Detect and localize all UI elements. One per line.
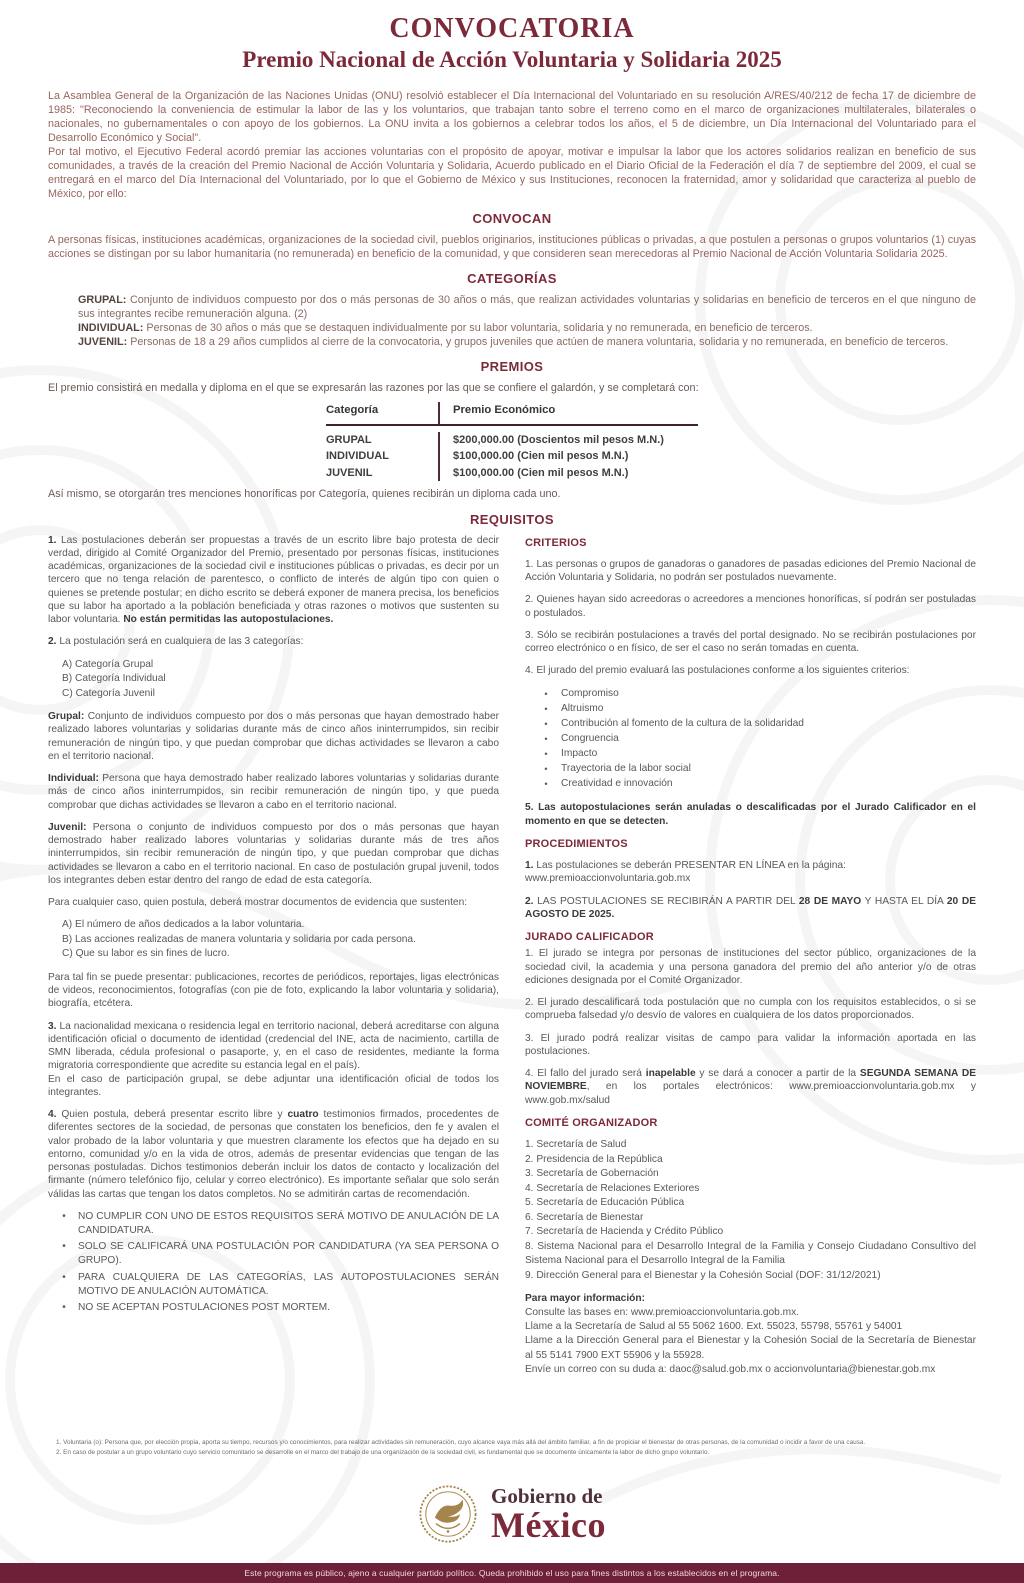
list-item: A) El número de años dedicados a la labor voluntaria. bbox=[62, 919, 305, 931]
advertencia-item bbox=[50, 1240, 499, 1268]
table-row bbox=[326, 448, 698, 465]
jurado-2: 2. El jurado descalificará toda postulación que no cumpla con los requisitos establecidos, o si se comprueba falsedad y/o desvío de valores en cualquiera de los datos proporcionados. bbox=[525, 997, 976, 1022]
row-juvenil-categoria: JUVENIL bbox=[326, 466, 373, 479]
requisito-4-post: testimonios firmados, procedentes de diferentes sectores de la sociedad, de personas que constaten los beneficios, den fe y avalen el valor probado de la labor voluntaria y que muestren claramente los efectos que ha dejado en su entorno, comunidad y/o en la vida de otros, además de presentar evidencias que tengan de las personas postuladas. Dichos testimonios deberán incluir los datos de contacto y localización del firmante (número telefónico fijo, celular y correo electrónico). Es importante señalar que solo serán válidas las cartas que tengan los datos completos. No se admitirán cartas de recomendación. bbox=[48, 1109, 499, 1200]
requisito-4-pre: Quien postula, deberá presentar escrito libre y bbox=[61, 1109, 288, 1121]
definicion-juvenil bbox=[48, 821, 499, 887]
criterio-text: • Congruencia bbox=[561, 732, 619, 744]
categoria-juvenil-text: Personas de 18 a 29 años cumplidos al cierre de la convocatoria, y grupos juveniles que actúen de manera voluntaria, solidaria y no remunerada, en beneficio de terceros. bbox=[130, 336, 949, 349]
advertencia-text: • PARA CUALQUIERA DE LAS CATEGORÍAS, LAS AUTOPOSTULACIONES SERÁN MOTIVO DE ANULACIÓN AUTOMÁTICA. bbox=[78, 1271, 499, 1297]
criterio-item bbox=[531, 717, 976, 731]
requisito-1-bold: No están permitidas las autopostulaciones. bbox=[123, 614, 334, 626]
definicion-juvenil-label: Juvenil: bbox=[48, 821, 93, 833]
categoria-juvenil-label: JUVENIL: bbox=[78, 336, 131, 349]
jurado-4-inapelable: inapelable bbox=[645, 1068, 696, 1080]
col-premio-economico: Premio Económico bbox=[438, 402, 698, 424]
requisito-1 bbox=[48, 534, 499, 627]
logo-line-gobierno-de: Gobierno de bbox=[491, 1483, 603, 1508]
list-item: C) Categoría Juvenil bbox=[62, 687, 155, 699]
advertencia-item bbox=[50, 1301, 499, 1315]
jurado-4-post: , en los portales electrónicos: www.premioaccionvoluntaria.gob.mx y www.gob.mx/salud bbox=[525, 1081, 976, 1106]
advertencia-text: • SOLO SE CALIFICARÁ UNA POSTULACIÓN POR CANDIDATURA (YA SEA PERSONA O GRUPO). bbox=[78, 1241, 499, 1267]
comite-item: 9. Dirección General para el Bienestar y la Cohesión Social (DOF: 31/12/2021) bbox=[525, 1269, 881, 1281]
criterio-text: • Compromiso bbox=[561, 687, 619, 699]
jurado-4-fecha: SEGUNDA SEMANA DE NOVIEMBRE bbox=[525, 1068, 976, 1093]
requisito-2-number: 2. bbox=[48, 636, 60, 648]
para-tal-fin: Para tal fin se puede presentar: publicaciones, recortes de periódicos, reportajes, ligas electrónicas de videos, reconocimientos, fotografías (con pie de foto, explicando la labor voluntaria y solidaria), biografía, etcétera. bbox=[48, 971, 499, 1010]
criterio-item bbox=[531, 747, 976, 761]
requisito-1-number: 1. bbox=[48, 534, 61, 546]
comite-item: 2. Presidencia de la República bbox=[525, 1153, 663, 1165]
categoria-individual-text: Personas de 30 años o más que se destaquen individualmente por su labor voluntaria, solidaria y no remunerada, en beneficio de terceros. bbox=[146, 322, 813, 335]
criterio-text: • Trayectoria de la labor social bbox=[561, 763, 691, 775]
list-item: C) Que su labor es sin fines de lucro. bbox=[62, 948, 230, 960]
requisito-3-number: 3. bbox=[48, 1020, 60, 1032]
requisito-3-text2: En el caso de participación grupal, se debe adjuntar una identificación oficial de todos los integrantes. bbox=[48, 1073, 499, 1098]
definicion-grupal-label: Grupal: bbox=[48, 711, 88, 723]
jurado-1: 1. El jurado se integra por personas de instituciones del sector público, organizaciones de la sociedad civil, la academia y una persona ganadora del premio del año anterior y/o de otras ediciones designada por el Comité Organizador. bbox=[525, 948, 976, 986]
document-content bbox=[0, 14, 1024, 1377]
info-line: Consulte las bases en: www.premioaccionvoluntaria.gob.mx. bbox=[525, 1307, 800, 1319]
categoria-grupal-text: Conjunto de individuos compuesto por dos o más personas de 30 años o más, que realizan actividades voluntarias y solidarias en beneficio de terceros en el que ninguno de sus integrantes recibe remuneración alguna. (2) bbox=[78, 294, 976, 321]
procedimientos-heading: PROCEDIMIENTOS bbox=[525, 837, 628, 850]
portal-url: www.premioaccionvoluntaria.gob.mx bbox=[525, 873, 691, 885]
requisito-4-number: 4. bbox=[48, 1109, 62, 1121]
criterio-item bbox=[531, 702, 976, 716]
procedimiento-2-pre: LAS POSTULACIONES SE RECIBIRÁN A PARTIR DEL bbox=[537, 895, 799, 907]
fecha-fin: 20 DE AGOSTO DE 2025. bbox=[525, 895, 976, 920]
jurado-4-pre: 4. El fallo del jurado será bbox=[525, 1068, 646, 1080]
info-heading: Para mayor información: bbox=[525, 1293, 646, 1305]
two-column-section bbox=[48, 534, 976, 1377]
procedimiento-2-number: 2. bbox=[525, 895, 538, 907]
footnote-2: 2. En caso de postular a un grupo voluntario cuyo servicio comunitario se desarrolle en el marco del trabajo de una organización de la sociedad civil, es fundamental que se documente únicamente la labor de dicho grupo voluntario. bbox=[56, 1448, 710, 1456]
table-row bbox=[326, 465, 698, 482]
intro-paragraph-1: La Asamblea General de la Organización de las Naciones Unidas (ONU) resolvió establecer el Día Internacional del Voluntariado en su resolución A/RES/40/212 de fecha 17 de diciembre de 1985: "Reconociendo la conveniencia de estimular la labor de las y los voluntarios, que trabajan tanto sobre el terreno como en el marco de organizaciones multilaterales, bilaterales o nacionales, no gubernamentales o con apoyo de los gobiernos. La ONU invita a los gobiernos a celebrar todos los años, el 5 de diciembre, un Día Internacional del Voluntariado para el Desarrollo Económico y Social". bbox=[48, 89, 976, 144]
row-grupal-categoria: GRUPAL bbox=[326, 433, 372, 446]
requisito-4 bbox=[48, 1108, 499, 1201]
row-grupal-premio: $200,000.00 (Doscientos mil pesos M.N.) bbox=[438, 432, 698, 449]
criterio-item bbox=[531, 687, 976, 701]
jurado-3: 3. El jurado podrá realizar visitas de campo para validar la información aportada en las postulaciones. bbox=[525, 1032, 976, 1057]
jurado-4-mid: y se dará a conocer a partir de la bbox=[695, 1068, 860, 1080]
premios-intro: El premio consistirá en medalla y diploma en el que se expresarán las razones por las que se confiere el galardón, y se completará con: bbox=[48, 382, 699, 395]
list-item: B) Categoría Individual bbox=[62, 673, 166, 685]
criterio-item bbox=[531, 732, 976, 746]
premios-table bbox=[326, 402, 698, 481]
criterios-heading: CRITERIOS bbox=[525, 536, 587, 549]
requisitos-heading: REQUISITOS bbox=[470, 511, 554, 527]
premios-table-body bbox=[326, 426, 698, 482]
categoria-grupal-label: GRUPAL: bbox=[78, 294, 130, 306]
procedimiento-2 bbox=[525, 895, 976, 922]
row-juvenil-premio: $100,000.00 (Cien mil pesos M.N.) bbox=[438, 465, 698, 482]
requisito-3 bbox=[48, 1020, 499, 1100]
table-row bbox=[326, 432, 698, 449]
info-lines bbox=[525, 1306, 976, 1376]
comite-item: 8. Sistema Nacional para el Desarrollo Integral de la Familia y Consejo Ciudadano Consultivo del Sistema Nacional para el Desarrollo Integral de la Familia bbox=[525, 1240, 976, 1267]
info-line: Llame a la Secretaría de Salud al 55 5062 1600. Ext. 55023, 55798, 55761 y 54001 bbox=[525, 1321, 903, 1333]
premios-note: Así mismo, se otorgarán tres menciones honoríficas por Categoría, quienes recibirán un diploma cada uno. bbox=[48, 488, 561, 501]
page-title: CONVOCATORIA bbox=[389, 13, 635, 44]
advertencias-list bbox=[50, 1210, 499, 1315]
requisito-4-bold: cuatro bbox=[287, 1109, 319, 1121]
criterio-item bbox=[531, 777, 976, 791]
procedimiento-2-mid: Y HASTA EL DÍA bbox=[861, 895, 947, 907]
criterio-item bbox=[531, 762, 976, 776]
procedimiento-1-text: Las postulaciones se deberán PRESENTAR EN LÍNEA en la página: bbox=[536, 860, 846, 872]
categoria-grupal bbox=[78, 293, 976, 321]
list-item: B) Las acciones realizadas de manera voluntaria y solidaria por cada persona. bbox=[62, 933, 416, 945]
comite-list bbox=[525, 1138, 976, 1283]
comite-item: 4. Secretaría de Relaciones Exteriores bbox=[525, 1182, 700, 1194]
row-individual-categoria: INDIVIDUAL bbox=[326, 450, 389, 463]
requisito-3-text: La nacionalidad mexicana o residencia legal en territorio nacional, deberá acreditarse con alguna identificación oficial o documento de identidad (credencial del INE, acta de nacimiento, cartilla de SMN liberada, cédula profesional o pasaporte, y, en el caso de residentes, mediante la forma migratoria correspondiente que acredite su estancia legal en el país). bbox=[48, 1020, 500, 1072]
fecha-inicio: 28 DE MAYO bbox=[798, 895, 862, 907]
criterio-3: 3. Sólo se recibirán postulaciones a través del portal designado. No se recibirán postulaciones por correo electrónico o en físico, de ser el caso no serán tomadas en cuenta. bbox=[525, 629, 976, 655]
premios-heading: PREMIOS bbox=[480, 359, 544, 375]
comite-item: 6. Secretaría de Bienestar bbox=[525, 1211, 644, 1223]
requisitos-left-column bbox=[48, 534, 499, 1377]
criterio-text: • Altruismo bbox=[561, 702, 604, 714]
definicion-grupal bbox=[48, 710, 499, 763]
convocan-text: A personas físicas, instituciones académicas, organizaciones de la sociedad civil, pueblos originarios, instituciones públicas o privadas, a que postulen a personas o grupos voluntarios (1) cuyas acciones se distingan por su labor humanitaria (no remunerada) en beneficio de la comunidad, y que consideren sean merecedoras al Premio Nacional de Acción Voluntaria Solidaria 2025. bbox=[48, 233, 976, 260]
categorias-heading: CATEGORÍAS bbox=[467, 271, 557, 286]
convocan-heading: CONVOCAN bbox=[472, 210, 552, 226]
comite-item: 3. Secretaría de Gobernación bbox=[525, 1168, 659, 1180]
categorias-list bbox=[78, 293, 976, 349]
comite-item: 7. Secretaría de Hacienda y Crédito Público bbox=[525, 1226, 724, 1238]
criterio-text: • Creatividad e innovación bbox=[561, 778, 673, 790]
info-line: Llame a la Dirección General para el Bienestar y la Cohesión Social de la Secretaría de Bienestar al 55 5141 7900 EXT 55906 y la 55928. bbox=[525, 1335, 976, 1361]
definicion-individual-text: Persona que haya demostrado haber realizado labores voluntarias y solidarias durante más de cinco años ininterrumpidos, sin recibir remuneración de ningún tipo, y que pueda comprobar que dichas actividades se llevaron a cabo en el territorio nacional. bbox=[48, 773, 499, 811]
requisito-2-text: La postulación será en cualquiera de las 3 categorías: bbox=[59, 636, 304, 648]
criterios-evaluacion-list bbox=[531, 687, 976, 792]
advertencia-item bbox=[50, 1271, 499, 1299]
jurado-heading: JURADO CALIFICADOR bbox=[525, 931, 654, 944]
categoria-individual-label: INDIVIDUAL: bbox=[78, 322, 147, 335]
criterio-4: 4. El jurado del premio evaluará las postulaciones conforme a los siguientes criterios: bbox=[525, 665, 910, 677]
criterio-2: 2. Quienes hayan sido acreedoras o acreedores a menciones honoríficas, sí podrán ser postuladas o postulados. bbox=[525, 594, 976, 619]
footnotes bbox=[56, 1438, 972, 1458]
criterio-1: 1. Las personas o grupos de ganadoras o ganadores de pasadas ediciones del Premio Nacional de Acción Voluntaria y Solidaria, no podrán ser postulados nuevamente. bbox=[525, 558, 976, 584]
comite-heading: COMITÉ ORGANIZADOR bbox=[525, 1116, 658, 1129]
col-categoria: Categoría bbox=[326, 403, 379, 416]
definicion-juvenil-text: Persona o conjunto de individuos compuesto por dos o más personas que hayan demostrado haber realizado labores voluntarias y solidarias durante más de tres años ininterrumpidos, sin recibir remuneración de ningún tipo, y que puedan comprobar que dichas actividades se llevaron a cabo en el territorio nacional. En caso de postulación grupal juvenil, todos los integrantes deben estar dentro del rango de edad de esta categoría. bbox=[48, 821, 499, 886]
definicion-individual-label: Individual: bbox=[48, 773, 103, 785]
para-cualquier-caso: Para cualquier caso, quien postula, deberá mostrar documentos de evidencia que sustenten: bbox=[48, 897, 468, 909]
categoria-options-list bbox=[62, 658, 499, 701]
criterio-text: • Impacto bbox=[561, 748, 598, 760]
legal-footer-text: Este programa es público, ajeno a cualquier partido político. Queda prohibido el uso para fines distintos a los establecidos en el programa. bbox=[244, 1568, 780, 1578]
info-line: Envíe un correo con su duda a: daoc@salud.gob.mx o accionvoluntaria@bienestar.gob.mx bbox=[525, 1363, 936, 1375]
procedimiento-1 bbox=[525, 859, 976, 886]
evidencia-list bbox=[62, 918, 499, 961]
list-item: A) Categoría Grupal bbox=[62, 658, 154, 670]
intro-paragraph-2: Por tal motivo, el Ejecutivo Federal acordó premiar las acciones voluntarias con el propósito de apoyar, motivar e impulsar la labor que los actores solidarios realizan en beneficio de sus comunidades, a través de la creación del Premio Nacional de Acción Voluntaria y Solidaria, Acuerdo publicado en el Diario Oficial de la Federación el día 7 de septiembre del 2009, el cual se entregará en el marco del Día Internacional del Voluntariado, por lo que el Gobierno de México y sus Instituciones, reconocen la fraternidad, amor y solidaridad que caracteriza al pueblo de México, por ello: bbox=[48, 145, 976, 200]
definicion-individual bbox=[48, 772, 499, 812]
advertencia-item bbox=[50, 1210, 499, 1238]
footnote-1: 1. Voluntaria (o): Persona que, por elección propia, aporta su tiempo, recursos y/o conocimientos, para realizar actividades sin remuneración, cuyo alcance vaya más allá del ámbito familiar, a fin de propiciar el bienestar de otras personas, de la comunidad o incidir a favor de una causa. bbox=[56, 1439, 866, 1446]
gobierno-de-mexico-logo bbox=[0, 1484, 1024, 1544]
requisito-1-text: Las postulaciones deberán ser propuestas a través de un escrito libre bajo protesta de decir verdad, dirigido al Comité Organizador del Premio, presentado por personas físicas, instituciones académicas, organizaciones de la sociedad civil e instituciones públicas o privadas, es decir por un tercero que no tenga relación de parentesco, o conflicto de interés de algún tipo con quien o quienes se pretende postular; en dicho escrito se deberá exponer de manera precisa, los beneficios que su labor ha aportado a la población beneficiada y otras razones o motivos que sustenten su labor voluntaria. bbox=[48, 534, 499, 626]
jurado-4 bbox=[525, 1067, 976, 1107]
procedimiento-1-number: 1. bbox=[525, 860, 537, 872]
advertencia-text: • NO CUMPLIR CON UNO DE ESTOS REQUISITOS SERÁ MOTIVO DE ANULACIÓN DE LA CANDIDATURA. bbox=[78, 1210, 499, 1236]
logo-line-mexico: México bbox=[491, 1505, 606, 1546]
requisitos-right-column bbox=[525, 534, 976, 1377]
categoria-individual bbox=[78, 321, 976, 335]
advertencia-text: • NO SE ACEPTAN POSTULACIONES POST MORTEM. bbox=[78, 1302, 330, 1314]
row-individual-premio: $100,000.00 (Cien mil pesos M.N.) bbox=[438, 448, 698, 465]
categoria-juvenil bbox=[78, 335, 976, 349]
requisito-2 bbox=[48, 635, 499, 648]
criterio-text: • Contribución al fomento de la cultura de la solidaridad bbox=[561, 717, 804, 729]
logo-wordmark bbox=[491, 1483, 606, 1546]
premios-table-header bbox=[326, 402, 698, 426]
comite-item: 1. Secretaría de Salud bbox=[525, 1139, 627, 1151]
mexico-eagle-seal-icon bbox=[418, 1484, 478, 1544]
criterio-5: 5. Las autopostulaciones serán anuladas o descalificadas por el Jurado Calificador en el momento en que se detecten. bbox=[525, 802, 976, 827]
comite-item: 5. Secretaría de Educación Pública bbox=[525, 1197, 685, 1209]
definicion-grupal-text: Conjunto de individuos compuesto por dos o más personas que hayan demostrado haber realizado labores voluntarias y solidarias durante más de cinco años ininterrumpidos, sin recibir remuneración de ningún tipo, y que puedan comprobar que dichas actividades se llevaron a cabo en el territorio nacional. bbox=[48, 711, 499, 762]
page-subtitle: Premio Nacional de Acción Voluntaria y Solidaria 2025 bbox=[242, 47, 782, 73]
legal-footer-bar bbox=[0, 1563, 1024, 1583]
